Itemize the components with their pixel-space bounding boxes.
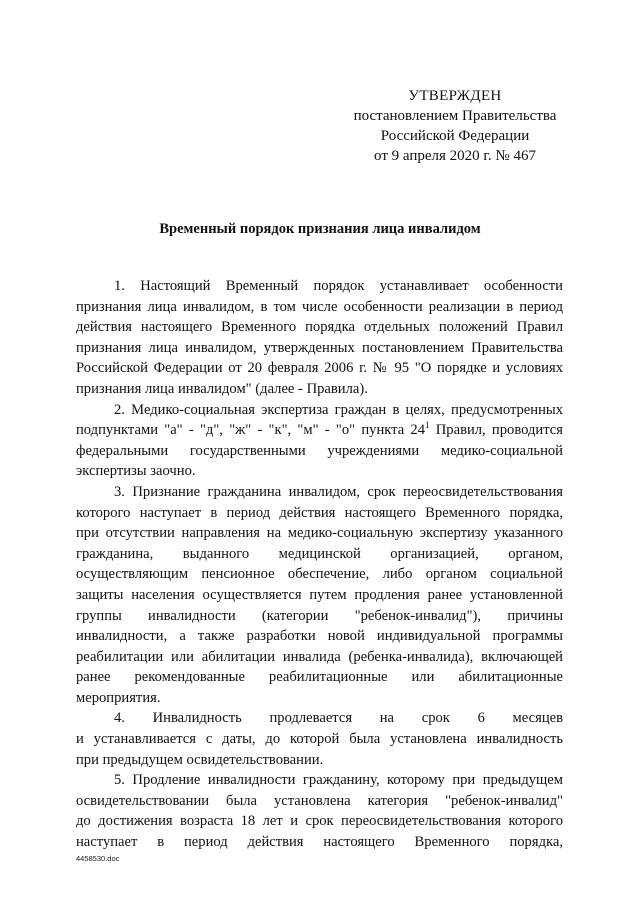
p2-line: экспертизы заочно. (76, 463, 196, 480)
p4-line: при предыдущем освидетельствовании. (76, 751, 324, 768)
p3-line: инвалидности, а также разработки новой индивидуальной программы (76, 628, 563, 645)
document-title: Временный порядок признания лица инвалидом (159, 221, 481, 237)
p3-line: защиты населения осуществляется путем продления ранее установленной (76, 586, 563, 603)
approval-block (340, 86, 570, 166)
approval-line-3: от 9 апреля 2020 г. № 467 (374, 148, 536, 164)
p3-line: мероприятия. (76, 689, 161, 706)
p3-line: реабилитации или абилитации инвалида (ребенка-инвалида), включающей (76, 648, 563, 665)
p3-line: группы инвалидности (категории "ребенок-инвалид"), причины (76, 607, 563, 624)
p3-line: осуществляющим пенсионное обеспечение, либо органом социальной (76, 566, 563, 583)
p1-line: 1. Настоящий Временный порядок устанавливает особенности (114, 278, 563, 294)
p5-line: освидетельствовании была установлена категория "ребенок-инвалид" (76, 792, 563, 809)
approval-stamp: УТВЕРЖДЕН (408, 88, 502, 104)
file-footer: 4458530.doc (76, 854, 120, 863)
p2-line-tail: Правил, проводится (429, 422, 563, 439)
p4-line: 4. Инвалидность продлевается на срок 6 месяцев (114, 710, 563, 727)
p5-line: до достижения возраста 18 лет и срок переосвидетельствования которого (76, 813, 563, 830)
p1-line: признания лица инвалидом, в том числе особенности реализации в период (76, 298, 563, 315)
p3-line: которого наступает в период действия настоящего Временного порядка, (76, 504, 563, 521)
p2-line: 2. Медико-социальная экспертиза граждан в целях, предусмотренных (114, 401, 563, 418)
p2-line: федеральными государственными учреждениями медико-социальной (76, 442, 563, 459)
approval-line-2: Российской Федерации (380, 128, 530, 144)
p5-line: наступает в период действия настоящего Временного порядка, (76, 834, 563, 851)
p1-line: признания лица инвалидом" (далее - Правила). (76, 380, 368, 397)
p3-line: ранее рекомендованные реабилитационные или абилитационные (76, 669, 563, 686)
p3-line: 3. Признание гражданина инвалидом, срок переосвидетельствования (114, 483, 563, 500)
p1-line: действия настоящего Временного порядка отдельных положений Правил (76, 319, 563, 336)
p3-line: гражданина, выданного медицинской организацией, органом, (76, 545, 563, 562)
p1-line: признания лица инвалидом, утвержденных постановлением Правительства (76, 339, 563, 356)
p1-line: Российской Федерации от 20 февраля 2006 г. № 95 "О порядке и условиях (76, 360, 563, 377)
p3-line: при отсутствии направления на медико-социальную экспертизу указанного (76, 525, 563, 542)
p2-line-head: подпунктами "а" - "д", "ж" - "к", "м" - "о" пункта 24 (76, 422, 426, 439)
p2-line-with-footnote (76, 420, 563, 441)
approval-line-1: постановлением Правительства (353, 108, 557, 124)
document-body (76, 276, 563, 853)
footnote-mark: 1 (425, 420, 430, 431)
p5-line: 5. Продление инвалидности гражданину, которому при предыдущем (114, 772, 563, 789)
p4-line: и устанавливается с даты, до которой была установлена инвалидность (76, 731, 563, 748)
